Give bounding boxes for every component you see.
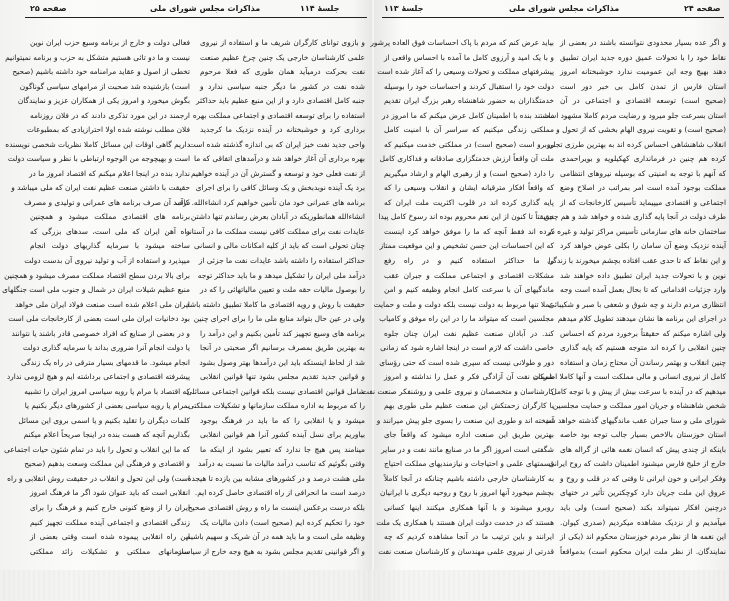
text-line: مجلسین است که میتواند ما را در این راه موفق و کامیاب [379, 314, 554, 324]
text-line: پایه گذاری کرده اند در قلوب اکثریت ملت ایران که [384, 197, 554, 207]
text-line: این راه انقلابی پیموده شده است وقتی بعضی از [30, 532, 190, 542]
text-line: را دارد (صحیح است) و از رهبری الهام و ارشاد میگیریم [384, 168, 554, 178]
text-line: چنان تحولی است که باید از کلیه امکانات مالی و انسانی [193, 241, 365, 251]
text-line: و بازوی توانای کارگران شریف ما و استفاده از نیروی [200, 38, 365, 47]
text-line: بگوش میخورد و امروز یکی از همکاران عزیز و نمایندگان [17, 96, 190, 106]
text-line: دولت خود را استقبال کردند و احساسات خود را بوسیله [384, 81, 554, 91]
text-line: شگفتی است امروز اگر ما در صنایع مانند نفت و در سایر [381, 444, 554, 454]
text-line: که ما این انقلاب و تحول را باید در تمام شئون حیات اجتماعی [4, 444, 190, 454]
text-line: بگذاریم آنچه که هست بنده در اینجا صریحاً اعلام میکنم [23, 430, 190, 440]
text-line: عملا تنها مربوط به دولت نیست بلکه دولت و ملت و حمایت [373, 299, 554, 309]
text-line: خاصی داشت که لازم است در اینجا اشاره شود که زمانی [380, 343, 554, 353]
text-line: نمایندگان. از نظر ملت ایران محکوم است) بدمواقعاً [560, 546, 726, 556]
text-line: استان فارس از تمدن کامل بی خبر دور است [560, 81, 726, 91]
text-line: بمرام یا رویه سیاسی بعضی از کشورهای دیگر بکنیم یا [24, 401, 190, 411]
text-line: درچنین افکار نمیتواند بکند (صحیح است) ولی باید [560, 503, 726, 512]
text-line: انتظاری مردم دارند و چه شوق و شعفی با صبر و شکیبائی [548, 299, 726, 309]
text-line: و اگر قوانینی تقدیم مجلس بشود به هیچ وجه خارج از سیاست [176, 546, 365, 556]
text-line: کلمات دیگران را تقلید بکنیم و یا اسمی بروی این مسائل [18, 415, 190, 425]
text-line: را ما حداکثر استفاده کنیم و در راه رفع [384, 255, 554, 265]
text-line: استفاده را برای توسعه اقتصادی و اجتماعی مملکت بهره [192, 110, 365, 120]
text-line: نقاط خود را با تحولات عمیق دوره جدید ایران تطبیق [560, 52, 726, 62]
text-line: بیاوریم برای نسل آینده کشور آنرا هم قوانین انقلابی [200, 430, 365, 440]
text-line: درصد است ما انحرافی از راه اقتصادی حاصل کرده ایم. [194, 488, 365, 498]
text-line: روبرو است (صحیح است) در مملکتی خدمت میکنیم که [384, 139, 554, 149]
text-line: این نغمه ها از نظر مردم خوزستان محکوم اند (یکی از [560, 532, 726, 542]
session-number: جلسهٔ ۱۱۳ [384, 4, 424, 13]
text-line: از نفت فعلی خود و توسعه و گسترش آن در آینده خواهیم [191, 168, 365, 178]
text-line: میدهیم که در آینده با سرعت بیش از پیش و با توجه کامل [551, 386, 726, 396]
text-line: وقتی بگوئیم که تناسب درآمد مالیات ما نسبت به درآمد [197, 459, 365, 469]
text-line: ماندگیهای آن با سرعت کامل انجام وظیفه کنیم و امن [384, 285, 554, 295]
text-line: داریم گاهی اوقات این مسائل کاملا نظریات شخصی نویسنده [5, 139, 190, 149]
text-line: مینامند پس هیچ جا ندارد که تعبیر بشود از اینکه ما [200, 444, 365, 454]
text-line: خود را تحکیم کرده ایم (صحیح است) دادن مالیات یک [200, 517, 365, 527]
text-line: عایدات نفت برای مملکت کافی نیست مملکت ما در آستانه [185, 226, 365, 236]
text-line: وفکر ایرانی و خون ایرانی تا وقتی که در قلب و روح و [560, 473, 726, 483]
page-number: صفحه ۲۴ [684, 4, 721, 13]
text-line: به کارشناسان خارجی داشته باشیم چنانکه در آنجا کاملاً [384, 473, 554, 483]
text-line: ولی در عین حال بتواند منابع ملی ما را برای اجرای چنین [193, 314, 365, 324]
text-line: آمیخته اند و طوری این صنعت را بسوی جلو پیش میرانند و [376, 415, 554, 425]
text-line: شد از لحاظ اینستکه باید این درآمدها بهتر وصول بشود [199, 357, 365, 367]
text-line: برنامه های عمرانی خود مان تأمین خواهیم کرد انشاءالله. کاف. [173, 197, 365, 207]
text-line: واحی جدید نفت خیز ایران که بی اندازه گذشته شده است [188, 139, 365, 149]
text-line: حقیقتاً تا کنون از این نعم محروم بوده اند رسوخ کامل پیدا [378, 212, 554, 222]
text-line: ساخته میشود با سرمایه گذاریهای دولت انجام [30, 241, 190, 251]
text-line: انقلاب شاهنشاهی احساس کرده اند به بهترین طرزی تجلی [547, 139, 726, 149]
text-line: انشاءالله همانطوریکه در آبادان بعرض رساندم تنها داشتن [190, 212, 365, 222]
text-line: هستند که در خدمت دولت ایران هستند با همکاری یک ملت [376, 517, 554, 527]
text-line: شخص شاهنشاه و جریان امور مملکت و حمایت مجلسین [552, 401, 726, 411]
text-line: استان بسرعت جلو میرود و رضایت مردم کاملا مشهود است [542, 110, 726, 120]
text-line: حقیقت با روش و رویه اقتصادی ما کاملا تطبیق داشته باشد [186, 299, 365, 309]
text-line: و با یک امید و آرزوی کامل ما آمده با احساس واقعی از [384, 52, 554, 62]
text-line: شورای ملی و سنا جبران عقب ماندگیهای گذشته خواهد شد [545, 415, 726, 425]
text-line: شامل قوانین اقتصادی نیست بلکه قوانین اجتماعی مسائلی [186, 386, 365, 396]
text-line: فعالی دولت و خارج از برنامه وسیع حزب ایران نوین [30, 38, 190, 47]
text-line: شده نفت در کشور ما دیگر جنبه سیاسی ندارد و [200, 81, 365, 91]
text-line: طرف دولت در آنجا پایه گذاری شده و خواهد شد و هم چنین [543, 212, 726, 222]
text-line: باینکه از چندی پیش که انسان نغمه هائی از گراله های [560, 444, 726, 454]
text-line: ملت آن واقعاً ارزش خدمتگزاری صادقانه و فداکاری کامل [379, 154, 554, 164]
text-line: که آنهم با توجه به امنیتی که بوسیله نیروهای انتظامی [560, 168, 726, 178]
text-line: شرکت نفت آن آزادگی فکر و عمل را نداشته و امروز [384, 372, 554, 382]
text-line: حقیقت با داشتن صنعت عظیم نفت ایران که ملی میباشد و [11, 183, 190, 193]
text-line: زندگی اقتصادی و اجتماعی آینده مملکت تجهیز کنیم [30, 517, 190, 527]
text-line: منبع عظیم شیلات ایران در شمال و جنوب ملی است جنگلهای [2, 285, 190, 295]
text-line: وارد جزئیات اقداماتی که تا بحال بعمل آمده است وجه [560, 285, 726, 295]
text-line: کرده اند فقط آنچه که ما را موفق خواهد کرد اینست [384, 226, 554, 236]
text-line: چنین انقلاب و بهثمر رساندن آن محتاج زمان و استفاده [560, 357, 726, 367]
text-line: ساختمان خانه های سازمانی تأسیس مراکز تولید و غیره در [547, 226, 726, 236]
page-number: صفحه ۲۵ [30, 4, 67, 13]
text-line: بیاید عرض کنم که مردم با پاک احساسات فوق العاده پرشور [370, 38, 554, 47]
text-line: در اجرای این برنامه ها نشان میدهند تطویل کلام میدهم [557, 314, 726, 324]
scan-noise [0, 570, 729, 601]
text-line: و اگر عده بسیار محدودی نتوانسته باشند در بعضی از [560, 38, 726, 47]
text-column-left [2, 38, 190, 556]
text-column-right [173, 38, 365, 556]
text-line: بود دخانیات ایران ملی است بعضی از کارخانجات ملی است [8, 314, 190, 324]
text-line: پیشرفتهای مملکت و تحولات وسیعی را که آغاز شده است [377, 67, 554, 77]
text-line: و این نقاط که تا حدی عقب افتاده بچشم میخورند با زندگی [547, 255, 726, 265]
text-line: است و بهیچوجه من الوجوه ارتباطی با نظر و سیاست دولت [7, 154, 190, 164]
text-line: آینده نزدیک وضع آن سامان را بکلی عوض خواهد کرد [560, 241, 726, 251]
text-line: و در بعضی از صنایع که افراد خصوصی قادر باشند یا نتوانند [11, 328, 190, 338]
text-line: ایران را از وضع کنونی خارج کنیم و فرهنگ را برای [30, 503, 190, 512]
text-line: برای بالا بردن سطح اقتصاد مملکت مصرف میشود و همچنین [4, 270, 190, 280]
text-line: اجتماعی و اقتصادی میپیماید تأسیس کارخانجات که از [560, 197, 726, 207]
text-line: مملکت بوجود آمده است امر بمراتب در اصلاح وضع [560, 183, 726, 193]
text-line: ملی هشت درصد و در کشورهای مشابه بین یازده تا هیجده [187, 473, 365, 483]
text-line: بلکه درست برعکس اینست ما راه و روش اقتصادی صحیح [187, 503, 365, 512]
text-line: به بهترین طریق بمصرف برسانیم اگر صحبتی در آنجا [200, 343, 365, 353]
text-line: انقلابی است که باید عنوان شود اگر ما فرهنگ امروز [30, 488, 190, 498]
text-line: ارجمند در این مورد تذکری دادند که در فلان روزنامه [30, 110, 190, 120]
text-line: که اقتصاد با مرام یا رویه سیاسی امروز ایران را تشبیه [24, 386, 190, 396]
text-line: بهره برداری آن آغاز خواهد شد و درآمدهای اتفاقی که ما [194, 154, 365, 164]
text-line: با کارگران زحمتکش این صنعت عظیم ملی طوری بهم [384, 401, 554, 411]
text-line: میآمدیم و از نزدیک مشاهده میکردیم (صدری کیوان. [560, 517, 726, 527]
text-line: یا دولت انجام آنرا ضروری بداند با سرمایه گذاری دولت [23, 343, 190, 353]
text-line: را بوصول مالیات حقه ملت و تعیین مالیاتهائی را که در [200, 285, 365, 295]
text-line: روبرو میشوند و با آنها همکاری میکنند اینها کسانی [384, 503, 554, 512]
text-line: مملکتی زندگی میکنیم که سراسر آن با امنیت کامل [384, 125, 554, 135]
text-line: درآمد آن صرف برنامه های عمرانی و تولیدی و مصرف [24, 197, 190, 207]
text-line: فلان مطلب نوشته شده اولا احترازیادی که بمطبوعات [26, 125, 190, 135]
text-line: ایرانند و باین ترتیب ما در آنجا مشاهده کردیم که چه [384, 532, 554, 542]
text-line: چنین انقلابی را کرده اند متوجه هستیم که پایه گذاری [560, 343, 726, 353]
text-line: و قوانین جدید تقدیم مجلس بشود تنها قوانین انقلابی [200, 372, 365, 382]
text-line: وظیفه ملی است و ما باید همه در آن شریک و سهیم باشیم [185, 532, 365, 542]
text-line: برنامه های وسیع تجهیز کند تأمین بکنیم و این درآمد را [200, 328, 365, 338]
text-line: کارشناسان و متخصصان و نیروی علمی و روشنفکر صنعت نفت [361, 386, 554, 396]
text-line: برنامه های اقتصادی مملکت میشود و همچنین [30, 212, 190, 222]
running-title: مذاکرات مجلس شورای ملی [509, 4, 620, 13]
text-line: نوین و با تحولات جدید ایران تطبیق داده خواهند شد [560, 270, 726, 280]
text-line: ایران ملی اعلام شده است صنعت فولاد ایران ملی خواهد [15, 299, 190, 309]
text-line: بچشم میخورد آنها امروز با روح و روحیه دیگری با ایرانیان [380, 488, 554, 498]
text-line: نفت بحرکت درمیآید همان طوری که فعلا مرحوم [200, 67, 365, 77]
text-line: مشکلات اقتصادی و اجتماعی مملکت و جبران عقب [384, 270, 554, 280]
text-line: تخطی از اصول و عقاید مرامنامه خود داشته باشیم (صحیح [12, 67, 190, 77]
text-line: بهترین طریق این صنعت اداره میشود که واقعاً جای [384, 430, 554, 440]
session-number: جلسهٔ ۱۱۴ [300, 4, 340, 13]
text-line: استان خوزستان بالاخص بسیار جالب توجه بود خاصه [560, 430, 726, 440]
text-line: عروق این ملت جریان دارد کوچکترین تأثیر در ختهای [560, 488, 726, 498]
text-line: را که مربوط به اداره مملکت سازمانها و تشکیلات مملکتی [188, 401, 365, 411]
text-line: علمی کارشناسان خارجی یک چنین چرخ عظیم صنعت [200, 52, 365, 62]
text-line: حداکثر استفاده را داشته باشد عایدات نفت ما جزئی از [198, 255, 365, 265]
text-line: انجام میشود. ما قدمهای بسیار مترقی در راه یک زندگی [21, 357, 190, 367]
right-page [361, 0, 729, 601]
text-line: پیشرفته اقتصادی و اجتماعی برداشته ایم و هیچ لزومی ندارد [6, 372, 190, 382]
text-line: قدرتی از نیروی علمی مهندسان و کارشناسان صنعت نفت [378, 546, 554, 556]
text-line: دهند بهیچ وجه این عمومیت ندارد خوشبختانه امروز [560, 67, 726, 77]
text-line: جنبه کامل اقتصادی دارد و از این منبع عظیم باید حداکثر [195, 96, 365, 106]
text-line: داشتند بنده با اطمینان کامل عرض میکنم که ما امروز در [381, 110, 554, 120]
text-line: (صحیح است) توسعه اقتصادی و اجتماعی در آن [560, 96, 726, 106]
running-title: مذاکرات مجلس شورای ملی [150, 4, 261, 13]
text-line: خدمتگذاران به حضور شاهنشاه رهبر بزرگ ایران تقدیم [384, 96, 554, 106]
text-column-right [532, 38, 726, 556]
text-line: که واقعاً افکار مترقیانه ایشان و انقلاب وسیعی را که [384, 183, 554, 193]
header-rule [25, 17, 367, 18]
text-line: و اقتصادی و فرهنگی این مملکت وسعت بدهیم (صحیح [24, 459, 190, 469]
text-line: خارج از خلیج فارس میشنود اطمینان داشت که روح ایرانی [548, 459, 726, 469]
text-line: کامل از نیروی انسانی و مالی مملکت است و آنها کاملا اطمینان [532, 372, 726, 382]
text-line: دور و طولانی نیست که سپری شده است که حتی رؤسای [379, 357, 554, 367]
text-line: (صحیح است) و تقویت نیروی الهام بخشی که از تحول و [556, 125, 726, 135]
text-line: کند. در آبادان صنعت عظیم نفت ایران چنان جلوه [384, 328, 554, 338]
text-line: میپذیرد و استفاده از آب و تولید نیروی آن بدست دولت [24, 255, 190, 265]
text-line: ولی اشاره میکنم که حقیقتاً برخورد مردم که احساس [560, 328, 726, 338]
text-line: برد یک آینده نوبدبخش و یک وسائل کافی را برای اجرای [195, 183, 365, 193]
text-line: قسمتهای علمی و احتیاجات و نیازمندیهای مملکت احتیاج [384, 459, 554, 469]
text-line: برداری کرد و خوشبختانه در آینده نزدیک ما کرجدید [200, 125, 365, 135]
text-line: کرده هم چنین در فرمانداری کهکیلویه و بویراحمدی [560, 154, 726, 164]
text-column-left [361, 38, 554, 556]
text-line: راه آهن ایران که ملی است، سدهای بزرگی که [30, 226, 190, 236]
text-line: ندارد بنده در اینجا اعلام میکنم که اقتصاد امروز ما در [28, 168, 190, 178]
text-line: سازمانهای مملکتی و تشکیلات زائد مملکتی [30, 546, 190, 556]
text-line: است) ولی این تحول و انقلاب در حقیقت روش انقلابی و راه [7, 473, 190, 483]
text-line: نیست و ما دو تائی هستیم متشکل به حزب و برنامه نمیتوانیم [5, 52, 190, 62]
text-line: میشود و یا انقلابی را که ما باید در فرهنگ بوجود [200, 415, 365, 425]
text-line: است) بازشنیده شد صحبت از مرامهای سیاسی گوناگون [19, 81, 190, 91]
header-rule [382, 17, 724, 18]
text-line: درآمد ملی ایران را تشکیل میدهد و ما باید حداکثر توجه [197, 270, 365, 280]
text-line: که این احساسات این حسن تشخیص و این موقعیت ممتاز [379, 241, 554, 251]
